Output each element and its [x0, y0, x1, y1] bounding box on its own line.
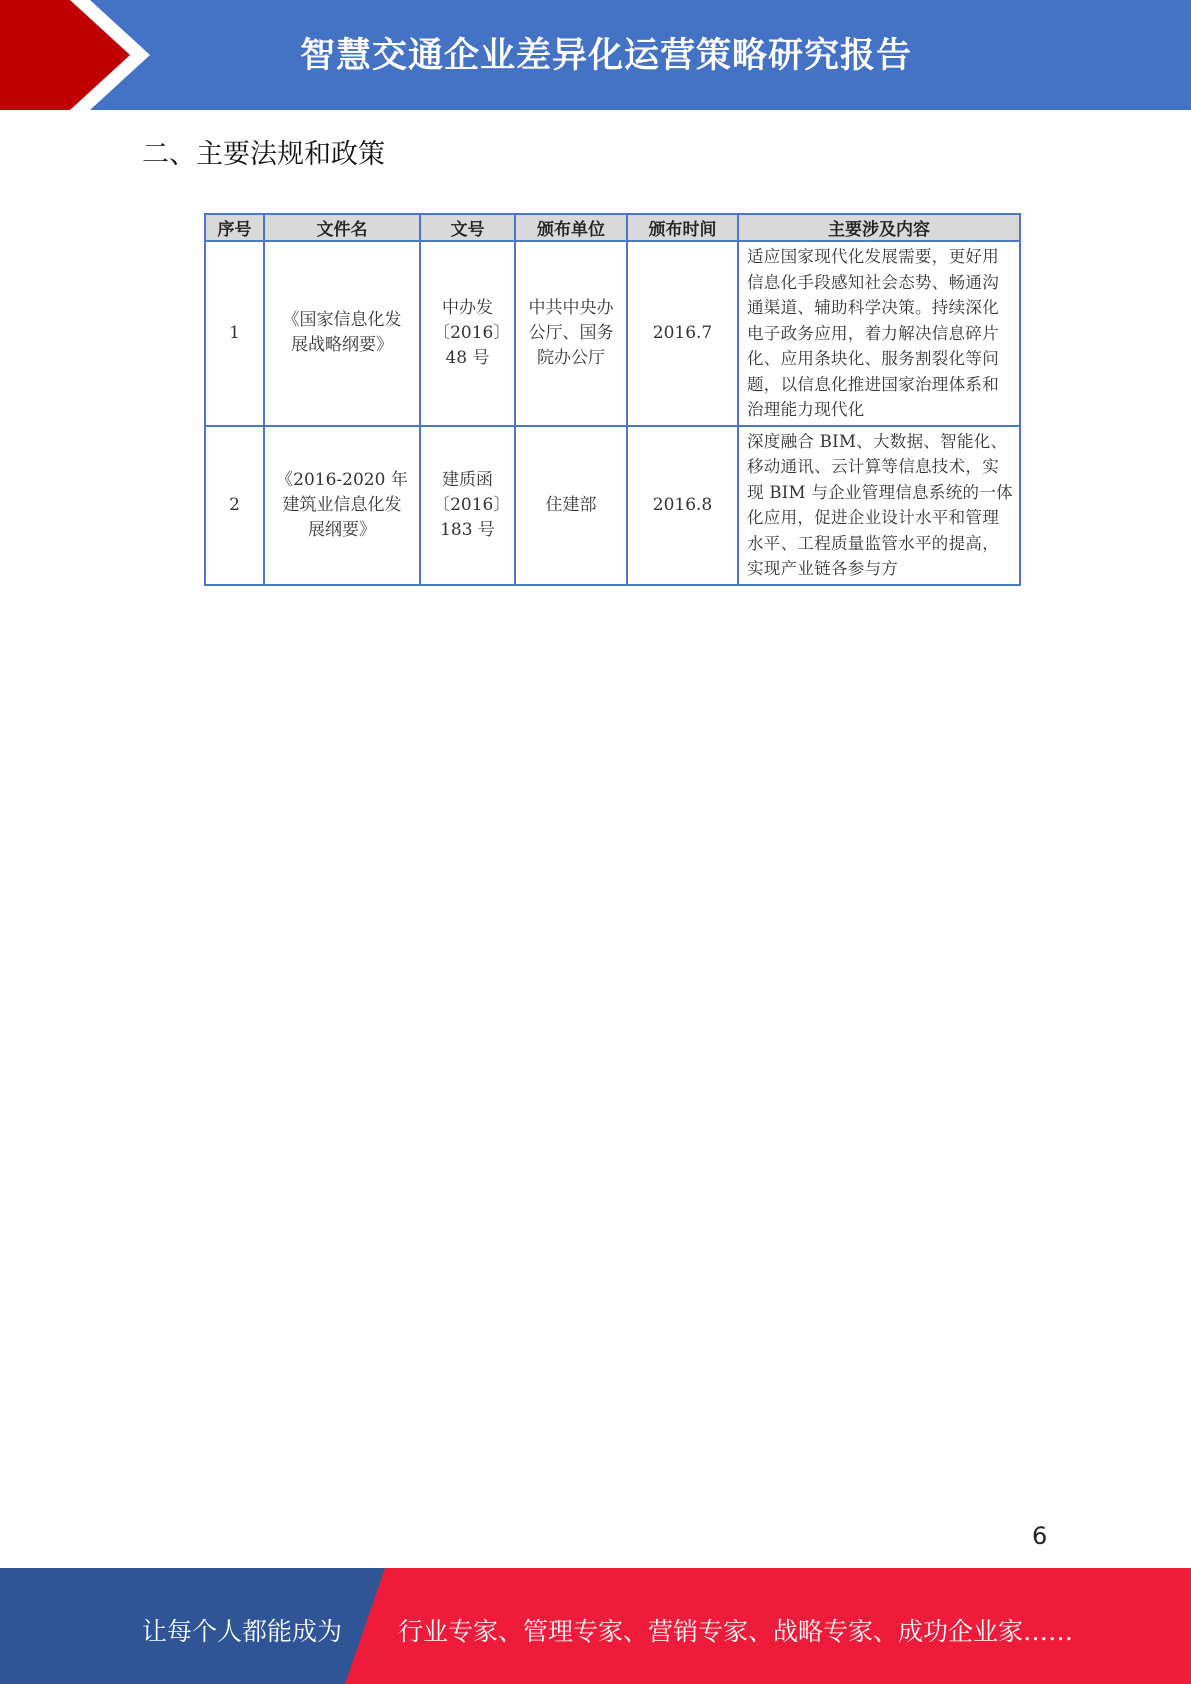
- cell-doc-no-text: 中办发〔2016〕48 号: [433, 297, 502, 368]
- cell-date: 2016.7: [627, 241, 738, 426]
- regulations-table: [204, 213, 1021, 586]
- cell-doc-no: [420, 426, 515, 585]
- column-header-content: 主要涉及内容: [738, 214, 1020, 241]
- cell-doc-no: [420, 241, 515, 426]
- cell-name-text: 《国家信息化发展战略纲要》: [282, 310, 402, 356]
- cell-doc-no-text: 建质函〔2016〕183 号: [433, 469, 502, 540]
- cell-issuer: [515, 241, 627, 426]
- column-header-name: 文件名: [264, 214, 420, 241]
- cell-name: [264, 241, 420, 426]
- cell-no: 1: [205, 241, 264, 426]
- table-header-row: [205, 214, 1020, 241]
- table-row: [205, 241, 1020, 426]
- cell-date: 2016.8: [627, 426, 738, 585]
- footer-slogan-left: 让每个人都能成为: [142, 1617, 343, 1646]
- column-header-no: 序号: [205, 214, 264, 241]
- column-header-doc-no: 文号: [420, 214, 515, 241]
- page-number: 6: [1032, 1522, 1048, 1550]
- cell-name-text: 《2016-2020 年建筑业信息化发展纲要》: [276, 469, 408, 540]
- cell-issuer: [515, 426, 627, 585]
- cell-content: 适应国家现代化发展需要，更好用信息化手段感知社会态势、畅通沟通渠道、辅助科学决策。持续深化电子政务应用，着力解决信息碎片化、应用条块化、服务割裂化等问题，以信息化推进国家治理体系和治理能力现代化: [738, 241, 1020, 426]
- footer-slogan-right: 行业专家、管理专家、营销专家、战略专家、成功企业家……: [398, 1617, 1074, 1646]
- regulations-table-container: [204, 213, 1019, 586]
- cell-issuer-text: 住建部: [545, 494, 597, 515]
- cell-no: 2: [205, 426, 264, 585]
- column-header-date: 颁布时间: [627, 214, 738, 241]
- table-row: [205, 426, 1020, 585]
- footer-banner: [0, 1568, 1191, 1684]
- report-header-banner: [0, 0, 1191, 110]
- cell-name: [264, 426, 420, 585]
- cell-issuer-text: 中共中央办公厅、国务院办公厅: [528, 297, 614, 368]
- column-header-issuer: 颁布单位: [515, 214, 627, 241]
- report-title: 智慧交通企业差异化运营策略研究报告: [300, 36, 913, 76]
- cell-content: 深度融合 BIM、大数据、智能化、移动通讯、云计算等信息技术，实现 BIM 与企业管理信息系统的一体化应用，促进企业设计水平和管理水平、工程质量监管水平的提高，实现产业链各参与方: [738, 426, 1020, 585]
- section-heading: 二、主要法规和政策: [142, 139, 385, 170]
